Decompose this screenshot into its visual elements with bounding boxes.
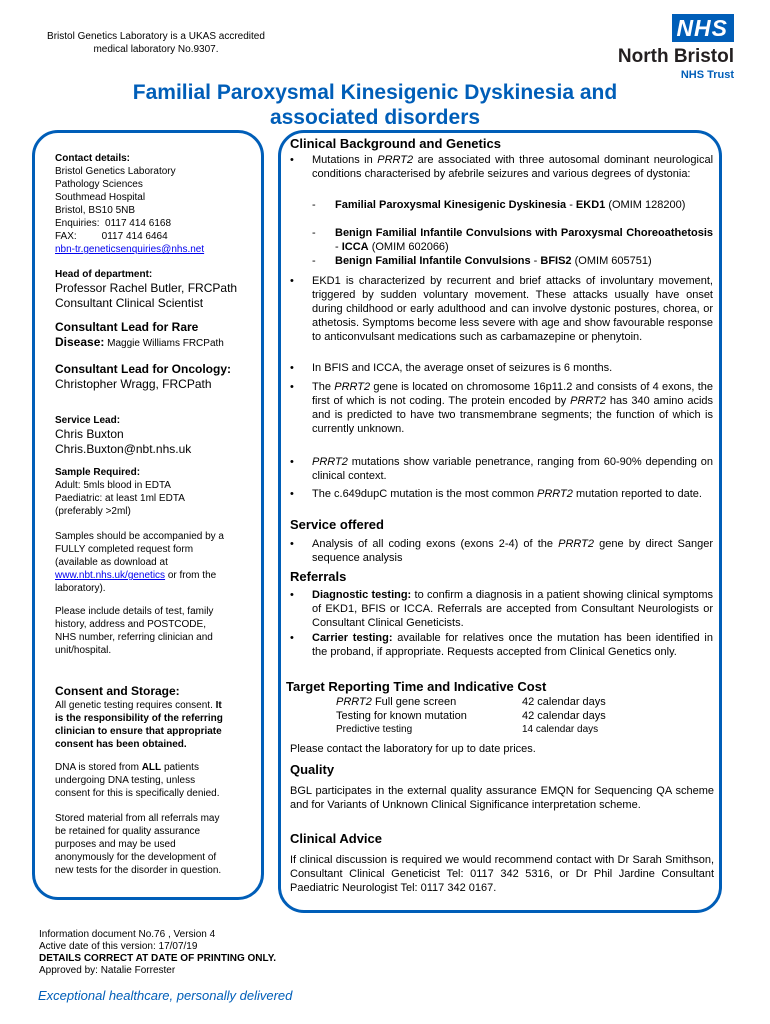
gene-name: PRRT2 [334, 381, 371, 393]
consent-bold-line: consent has been obtained. [55, 738, 187, 750]
gene-name: PRRT2 [537, 488, 573, 500]
page-title [60, 80, 690, 130]
condition-ekd1: - Familial Paroxysmal Kinesigenic Dyskinesia - EKD1 (OMIM 128200) [312, 199, 686, 211]
text: gene by direct Sanger sequence analysis [312, 538, 714, 564]
stored-line: Stored material from all referrals may [55, 813, 220, 824]
bullet-icon: • [290, 632, 294, 644]
accompany-line: Samples should be accompanied by a [55, 531, 224, 542]
text: Mutations in [312, 154, 373, 166]
service-offered-heading: Service offered [290, 517, 384, 532]
accompany-tail: or from the [167, 570, 217, 581]
clinical-background-heading: Clinical Background and Genetics [290, 136, 501, 151]
head-heading: Head of department: [55, 269, 153, 280]
consent-line: All genetic testing requires consent. [55, 699, 213, 711]
omim-number: (OMIM 602066) [371, 241, 449, 253]
nhs-logo [602, 14, 734, 82]
condition-code: BFIS2 [540, 255, 572, 267]
dna-all: ALL [141, 762, 162, 773]
target-reporting-heading: Target Reporting Time and Indicative Cost [286, 679, 547, 694]
details-line: NHS number, referring clinician and [55, 632, 213, 643]
contact-line: Pathology Sciences [55, 179, 143, 190]
dna-text-2: patients [163, 762, 199, 773]
request-form-note [55, 530, 260, 595]
target-row-label [336, 695, 456, 709]
stored-line: be retained for quality assurance [55, 826, 201, 837]
bullet-icon: • [290, 589, 294, 601]
sample-line: Adult: 5mls blood in EDTA [55, 480, 171, 491]
text: mutations show variable penetrance, ranging from 60-90% depending on clinical context. [312, 456, 714, 482]
consent-bold-line: clinician to ensure that appropriate [55, 725, 222, 737]
sample-required [55, 466, 260, 518]
dna-text: DNA is stored from [55, 762, 139, 773]
text: available for relatives once the mutation has been identified in the proband, if appropriate. Requests accepted from Clinical Genetics only. [312, 632, 713, 658]
condition-name: Familial Paroxysmal Kinesigenic Dyskinesia [335, 199, 567, 211]
title-line-1: Familial Paroxysmal Kinesigenic Dyskinesia and [132, 81, 618, 104]
contact-line: FAX: 0117 414 6464 [55, 231, 168, 242]
bullet-icon: • [290, 456, 294, 468]
approved-by: Approved by: Natalie Forrester [39, 965, 176, 976]
nhs-badge: NHS [672, 14, 734, 42]
sample-heading: Sample Required: [55, 467, 141, 478]
oncology-lead [55, 362, 260, 391]
text: The c.649dupC mutation is the most common [312, 488, 534, 500]
nhs-org-name: North Bristol [617, 46, 734, 67]
rare-lead-name: Maggie Williams FRCPath [107, 337, 224, 349]
contact-line: Southmead Hospital [55, 192, 146, 203]
gene-name: PRRT2 [570, 395, 606, 407]
ukas-line-1: Bristol Genetics Laboratory is a UKAS accredited [47, 31, 265, 42]
omim-number: (OMIM 128200) [608, 199, 686, 211]
contact-line: Enquiries: 0117 414 6168 [55, 218, 172, 229]
stored-line: purposes and may be used [55, 839, 176, 850]
details-line: Please include details of test, family [55, 606, 214, 617]
gene-name: PRRT2 [312, 456, 348, 468]
gene-name: PRRT2 [336, 696, 372, 708]
contact-line: Bristol Genetics Laboratory [55, 166, 176, 177]
clinical-bullet-3: In BFIS and ICCA, the average onset of seizures is 6 months. [312, 362, 613, 374]
bullet-icon: • [290, 488, 294, 500]
condition-code: ICCA [341, 241, 369, 253]
consent-storage [55, 684, 260, 751]
head-name: Professor Rachel Butler, FRCPath [55, 281, 238, 295]
title-line-2: associated disorders [269, 106, 481, 129]
clinical-advice-text: If clinical discussion is required we would recommend contact with Dr Sarah Smithson, Consultant Clinical Geneticist Tel: 0117 342 5316, or Dr Phil Jardine Consultant Paediatric Neurologist Tel: 0117 342 0167. [290, 854, 714, 894]
consent-bold: It [215, 699, 222, 711]
document-number: Information document No.76 , Version 4 [39, 929, 216, 940]
active-date: Active date of this version: 17/07/19 [39, 941, 198, 952]
service-lead-heading: Service Lead: [55, 415, 121, 426]
bullet-icon: • [290, 154, 294, 166]
text: The [312, 381, 331, 393]
condition-code: EKD1 [575, 199, 606, 211]
target-row-label: Testing for known mutation [336, 710, 467, 722]
condition-name: Benign Familial Infantile Convulsions [335, 255, 531, 267]
bullet-icon: • [290, 381, 294, 393]
text: gene is located on chromosome 16p11.2 and consists of 4 exons, the first of which is not coding. The protein encoded by [312, 381, 713, 407]
target-row-time: 14 calendar days [522, 724, 599, 735]
prices-note: Please contact the laboratory for up to date prices. [290, 743, 536, 755]
sample-line: (preferably >2ml) [55, 506, 131, 517]
condition-bfis2: - Benign Familial Infantile Convulsions - BFIS2 (OMIM 605751) [312, 255, 652, 267]
clinical-bullet-2: EKD1 is characterized by recurrent and brief attacks of involuntary movement, triggered by sudden voluntary movement. These attacks usually have onset during childhood or early adulthood and can involve dystonic postures, chorea, or athetosis. Symptoms become less severe with age and show favourable response to anticonvulsant medications such as carbamazepine or phenytoin. [312, 275, 713, 343]
dna-line: undergoing DNA testing, unless [55, 775, 196, 786]
service-offered-text [312, 537, 713, 565]
gene-name: PRRT2 [377, 154, 414, 166]
contact-details [55, 152, 260, 256]
printing-disclaimer: DETAILS CORRECT AT DATE OF PRINTING ONLY. [39, 953, 277, 964]
accompany-tail-2: laboratory). [55, 583, 106, 594]
ukas-line-2: medical laboratory No.9307. [93, 44, 219, 55]
oncology-lead-name: Christopher Wragg, FRCPath [55, 376, 212, 391]
target-row-time: 42 calendar days [522, 696, 606, 708]
referrals-heading: Referrals [290, 569, 347, 584]
contact-line: Bristol, BS10 5NB [55, 205, 136, 216]
separator: - [533, 255, 538, 267]
stored-material-note [55, 812, 260, 877]
clinical-bullet-1 [312, 153, 713, 181]
contact-heading: Contact details: [55, 153, 131, 164]
text: Full gene screen [374, 696, 457, 708]
gene-name: PRRT2 [558, 538, 595, 550]
accompany-line: (available as download at [55, 557, 168, 568]
referral-diagnostic [312, 588, 713, 630]
separator: - [569, 199, 573, 211]
separator: - [335, 241, 339, 253]
rare-heading: Consultant Lead for Rare [55, 320, 199, 334]
ukas-accreditation-note [22, 30, 290, 56]
omim-number: (OMIM 605751) [574, 255, 652, 267]
text: to confirm a diagnosis in a patient showing clinical symptoms of EKD1, BFIS or ICCA. Referrals are accepted from Consultant Neurologists or Consultant Clinical Geneticists. [312, 589, 713, 629]
quality-text: BGL participates in the external quality assurance EMQN for Sequencing QA scheme and for Variants of Unknown Clinical Significance interpretation scheme. [290, 785, 714, 811]
referral-label: Diagnostic testing: [312, 589, 412, 601]
stored-line: anonymously for the development of [55, 852, 217, 863]
text: are associated with three autosomal dominant neurological conditions characterised by afebrile seizures and various degrees of dystonia: [312, 154, 714, 180]
clinical-advice-heading: Clinical Advice [290, 831, 382, 846]
service-lead-name: Chris Buxton [55, 427, 124, 441]
bullet-icon: • [290, 362, 294, 374]
service-lead-email: Chris.Buxton@nbt.nhs.uk [55, 441, 192, 456]
condition-name: Benign Familial Infantile Convulsions with Paroxysmal Choreoathetosis [335, 227, 713, 239]
clinical-bullet-5 [312, 455, 713, 483]
consent-heading: Consent and Storage: [55, 684, 180, 698]
head-of-department [55, 268, 260, 310]
accompany-line: FULLY completed request form [55, 544, 194, 555]
sample-line: Paediatric: at least 1ml EDTA [55, 493, 185, 504]
quality-heading: Quality [290, 762, 335, 777]
text: Analysis of all coding exons (exons 2-4) of the [312, 538, 553, 550]
stored-line: new tests for the disorder in question. [55, 865, 222, 876]
referral-carrier [312, 631, 713, 659]
target-row-time: 42 calendar days [522, 710, 606, 722]
bullet-icon: • [290, 275, 294, 287]
clinical-bullet-6 [312, 487, 713, 501]
condition-icca: - Benign Familial Infantile Convulsions with Paroxysmal Choreoathetosis - ICCA (OMIM 602066) [312, 227, 713, 253]
rare-heading-2: Disease: [55, 334, 105, 349]
dna-storage-note [55, 761, 260, 800]
service-lead [55, 414, 260, 456]
rare-disease-lead [55, 320, 260, 350]
head-role: Consultant Clinical Scientist [55, 295, 204, 310]
referral-label: Carrier testing: [312, 632, 393, 644]
bullet-icon: • [290, 538, 294, 550]
nhs-slogan: Exceptional healthcare, personally delivered [38, 988, 293, 1003]
nhs-trust-label: NHS Trust [680, 69, 734, 81]
details-line: history, address and POSTCODE, [55, 619, 206, 630]
text: mutation reported to date. [575, 488, 702, 500]
details-line: unit/hospital. [55, 645, 112, 656]
target-row-label: Predictive testing [336, 724, 413, 735]
text: has 340 amino acids and is predicted to have two transmembrane segments; the function of which is currently unknown. [312, 395, 714, 435]
contact-email-link[interactable]: nbn-tr.geneticsenquiries@nhs.net [55, 244, 205, 255]
consent-bold-line: is the responsibility of the referring [55, 712, 223, 724]
genetics-website-link[interactable]: www.nbt.nhs.uk/genetics [55, 570, 166, 581]
details-note [55, 605, 260, 657]
dna-line: consent for this is specifically denied. [55, 788, 220, 799]
clinical-bullet-4 [312, 380, 713, 436]
oncology-heading: Consultant Lead for Oncology: [55, 362, 231, 376]
